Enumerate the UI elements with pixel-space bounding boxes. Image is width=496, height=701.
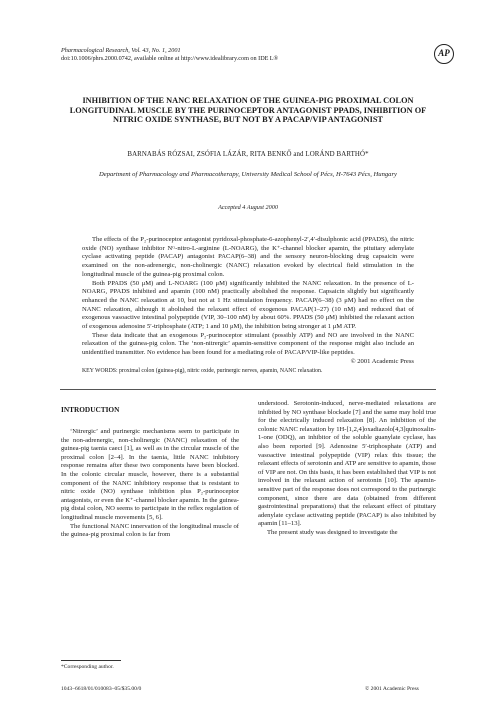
abstract-copyright: © 2001 Academic Press (350, 357, 414, 365)
abstract-paragraph-1: The effects of the P₂-purinoceptor antagonist pyridoxal-phosphate-6-azophenyl-2′,4′-disulphonic acid (PPADS), the nitric oxide (NO) synthase inhibitor Nᴳ-nitro-L-arginine (L-NOARG), the K⁺-channel blocker apamin, the pituitary adenylate cyclase activating peptide (PACAP) antagonist PACAP(6–38) and the sensory neuron-blocking drug capsaicin were examined on the non-adrenergic, non-cholinergic (NANC) relaxation evoked by electrical field stimulation in the longitudinal muscle of the guinea-pig proximal colon. (82, 236, 414, 278)
keywords: KEY WORDS: proximal colon (guinea-pig), nitric oxide, purinergic nerves, apamin, NANC relaxation. (82, 368, 323, 374)
abstract-paragraph-3-text: These data indicate that an exogenous P₂-purinoceptor stimulant (possibly ATP) and NO are involved in the NANC relaxation of the guinea-pig colon. The ‘non-nitrergic’ apamin-sensitive component of the response might also include an unidentified transmitter. No evidence has been found for a mediating role of PACAP/VIP-like peptides. (82, 331, 414, 357)
intro-paragraph-3: understood. Serotonin-induced, nerve-mediated relaxations are inhibited by NO synthase blockade [7] and the same may hold true for the electrically induced relaxation [8]. An inhibition of the colonic NANC relaxation by 1H-[1,2,4]oxadiazolo[4,3]quinoxalin-1-one (ODQ), an inhibitor of the soluble guanylate cyclase, has also been reported [9]. Adenosine 5′-triphosphate (ATP) and vasoactive intestinal polypeptide (VIP) relax this tissue; the relaxant effects of serotonin and ATP are sensitive to apamin, those of VIP are not. On this basis, it has been established that VIP is not involved in the relaxant action of serotonin [10]. The apamin-sensitive part of the response does not correspond to the purinergic component, since there are data (obtained from different gastrointestinal preparations) that the relaxant effect of pituitary adenylate cyclase activating peptide (PACAP) is also inhibited by apamin [11–13]. (258, 400, 436, 528)
footer-issn: 1043–6618/01/010083–05/$35.00/0 (61, 686, 142, 692)
doi-line: doi:10.1006/phrs.2000.0742, available online at http://www.idealibrary.com on IDE L® (61, 55, 279, 62)
abstract (82, 236, 414, 367)
introduction-heading: INTRODUCTION (61, 405, 120, 414)
footer-copyright: © 2001 Academic Press (365, 686, 419, 692)
publisher-logo: AP (434, 44, 454, 64)
authors: BARNABÁS RÓZSAI, ZSÓFIA LÁZÁR, RITA BENKŐ and LORÁND BARTHÓ* (127, 151, 369, 158)
intro-paragraph-1: ‘Nitrergic’ and purinergic mechanisms seem to participate in the non-adrenergic, non-cholinergic (NANC) relaxation of the guinea-pig taenia caeci [1], as well as in the circular muscle of the proximal colon [2–4]. In the taenia, little NANC inhibitory response remains after these two components have been blocked. In the colonic circular muscle, however, there is a substantial component of the NANC inhibitory response that is resistant to nitric oxide (NO) synthase inhibition plus P₂-purinoceptor antagonists, or even the K⁺-channel blocker apamin. In the guinea-pig distal colon, NO seems to participate in the reflex regulation of longitudinal muscle movements [5, 6]. (61, 428, 239, 521)
footnote-rule (61, 660, 121, 661)
section-divider (60, 389, 436, 390)
intro-paragraph-4: The present study was designed to investigate the (267, 528, 398, 536)
journal-header (61, 47, 278, 63)
abstract-paragraph-2: Both PPADS (50 μM) and L-NOARG (100 μM) significantly inhibited the NANC relaxation. In the presence of L-NOARG, PPADS inhibited and apamin (100 nM) practically abolished the response. Capsaicin slightly but significantly enhanced the NANC relaxation at 10, but not at 1 Hz stimulation frequency. PACAP(6–38) (3 μM) had no effect on the NANC relaxation, although it abolished the relaxant effect of exogenous PACAP(1–27) (10 nM) and reduced that of exogenous vasoactive intestinal polypeptide (VIP, 30–100 nM) by about 60%. PPADS (50 μM) inhibited the relaxant action of exogenous adenosine 5′-triphosphate (ATP; 1 and 10 μM), the inhibition being stronger at 1 μM ATP. (82, 279, 414, 331)
affiliation: Department of Pharmacology and Pharmacotherapy, University Medical School of Pécs, H-7643 Pécs, Hungary (99, 171, 397, 178)
journal-citation: Pharmacological Research, Vol. 43, No. 1, 2001 (61, 47, 181, 54)
right-column (258, 400, 436, 538)
accepted-date: Accepted 4 August 2000 (218, 204, 278, 211)
left-column (61, 428, 239, 540)
abstract-paragraph-3 (82, 331, 414, 365)
footnote: *Corresponding author. (61, 664, 114, 670)
intro-paragraph-2: The functional NANC innervation of the longitudinal muscle of the guinea-pig proximal colon is far from (61, 522, 239, 539)
article-title: INHIBITION OF THE NANC RELAXATION OF THE GUINEA-PIG PROXIMAL COLON LONGITUDINAL MUSCLE BY THE PURINOCEPTOR ANTAGONIST PPADS, INHIBITION OF NITRIC OXIDE SYNTHASE, BUT NOT BY A PACAP/VIP ANTAGONIST (69, 96, 427, 125)
